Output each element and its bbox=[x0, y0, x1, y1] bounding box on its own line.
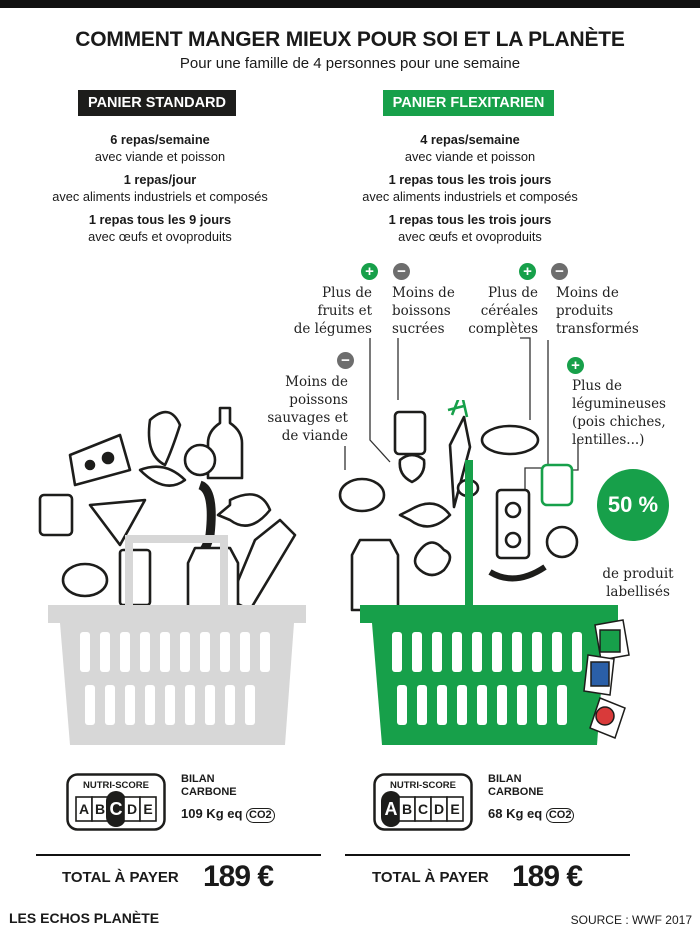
flexitarian-nutriscore bbox=[373, 773, 473, 831]
divider bbox=[36, 854, 321, 856]
plus-icon: + bbox=[361, 263, 378, 280]
flexitarian-item: 1 repas tous les trois jours avec aliments industriels et composés bbox=[362, 172, 578, 204]
nutriscore-letter: A bbox=[384, 799, 398, 819]
annotation-legumineuses: Plus de légumineuses (pois chiches, lentilles...) bbox=[572, 378, 666, 448]
flexitarian-item: 4 repas/semaine avec viande et poisson bbox=[404, 132, 536, 164]
flexitarian-description bbox=[315, 131, 625, 251]
minus-icon: − bbox=[393, 263, 410, 280]
standard-total-label: TOTAL À PAYER bbox=[62, 869, 179, 886]
nutriscore-letter: E bbox=[143, 801, 153, 817]
standard-basket-illustration bbox=[30, 400, 320, 750]
nutriscore-letter: A bbox=[78, 801, 90, 817]
flexitarian-item: 1 repas tous les trois jours avec œufs et ovoproduits bbox=[388, 212, 552, 244]
standard-nutriscore bbox=[66, 773, 166, 831]
divider bbox=[345, 854, 630, 856]
nutriscore-title: NUTRI-SCORE bbox=[390, 780, 456, 791]
nutriscore-letter: D bbox=[126, 801, 138, 817]
minus-icon: − bbox=[551, 263, 568, 280]
plus-icon: + bbox=[567, 357, 584, 374]
flexitarian-basket-illustration bbox=[330, 400, 650, 750]
annotation-boissons: Moins de boissons sucrées bbox=[392, 285, 455, 337]
minus-icon: − bbox=[337, 352, 354, 369]
annotation-transformes: Moins de produits transformés bbox=[556, 285, 639, 337]
page-subtitle: Pour une famille de 4 personnes pour une semaine bbox=[179, 55, 521, 72]
standard-item: 6 repas/semaine avec viande et poisson bbox=[94, 132, 226, 164]
nutriscore-letter: C bbox=[417, 801, 429, 817]
annotation-cereales: Plus de céréales complètes bbox=[468, 285, 538, 337]
page-title: COMMENT MANGER MIEUX POUR SOI ET LA PLANÈTE bbox=[75, 28, 625, 51]
flexitarian-total-label: TOTAL À PAYER bbox=[372, 869, 489, 886]
standard-price: 189 € bbox=[203, 860, 274, 893]
nutriscore-letter: C bbox=[109, 799, 123, 819]
standard-item: 1 repas/jour avec aliments industriels et composés bbox=[52, 172, 268, 204]
source-credit: SOURCE : WWF 2017 bbox=[570, 913, 692, 927]
nutriscore-letter: B bbox=[401, 801, 413, 817]
annotation-fruits: Plus de fruits et de légumes bbox=[293, 285, 372, 337]
plus-icon: + bbox=[519, 263, 536, 280]
standard-item: 1 repas tous les 9 jours avec œufs et ovoproduits bbox=[88, 212, 232, 244]
top-bar bbox=[0, 0, 700, 8]
annotation-poissons: Moins de poissons sauvages et de viande bbox=[267, 374, 348, 444]
annotation-labellises: de produit labellisés bbox=[602, 566, 674, 600]
co2-cloud-icon: CO2 bbox=[546, 808, 575, 823]
nutriscore-letter: E bbox=[450, 801, 460, 817]
nutriscore-letter: B bbox=[94, 801, 106, 817]
nutriscore-letter: D bbox=[433, 801, 445, 817]
flexitarian-price: 189 € bbox=[512, 860, 583, 893]
nutriscore-title: NUTRI-SCORE bbox=[83, 780, 149, 791]
co2-cloud-icon: CO2 bbox=[246, 808, 275, 823]
flexitarian-carbon-footprint: BILAN CARBONE 68 Kg eq CO2 bbox=[488, 773, 574, 823]
standard-basket-label: PANIER STANDARD bbox=[78, 90, 236, 116]
brand-logo: LES ECHOS PLANÈTE bbox=[9, 910, 160, 926]
flexitarian-basket-label: PANIER FLEXITARIEN bbox=[383, 90, 554, 116]
standard-description bbox=[5, 131, 315, 251]
standard-carbon-footprint: BILAN CARBONE 109 Kg eq CO2 bbox=[181, 773, 275, 823]
labelled-percentage-badge: 50 % bbox=[597, 469, 669, 541]
